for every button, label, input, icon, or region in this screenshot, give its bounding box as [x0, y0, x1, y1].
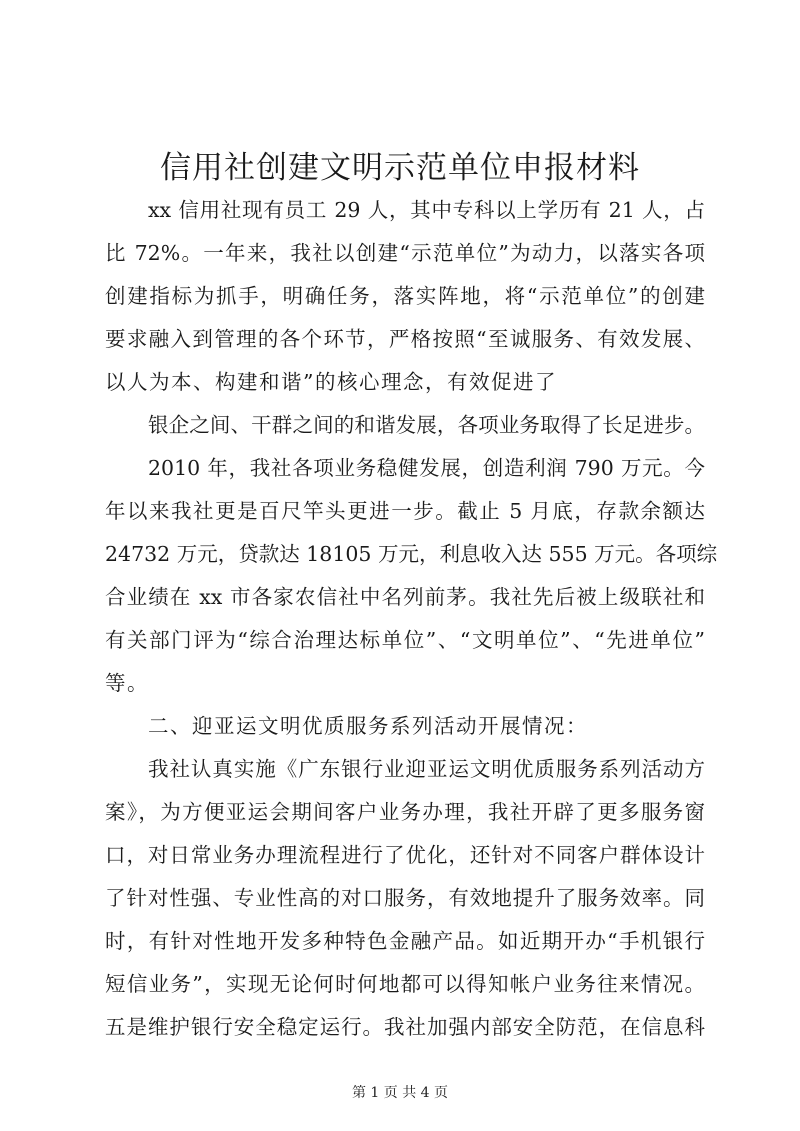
text-line: 口，对日常业务办理流程进行了优化，还针对不同客户群体设计: [105, 843, 705, 867]
text-line: 创建指标为抓手，明确任务，落实阵地，将“示范单位”的创建: [105, 284, 705, 308]
page-number: 第 1 页 共 4 页: [351, 1085, 449, 1101]
text-line: 短信业务”，实现无论何时何地都可以得知帐户业务往来情况。: [105, 972, 705, 996]
text-line: 要求融入到管理的各个环节，严格按照“至诚服务、有效发展、: [105, 327, 705, 351]
text-line: 以人为本、构建和谐”的核心理念，有效促进了: [105, 370, 557, 394]
text-line: 有关部门评为“综合治理达标单位”、“文明单位”、“先进单位”: [105, 628, 705, 652]
section-heading: 二、迎亚运文明优质服务系列活动开展情况：: [148, 714, 588, 738]
text-line: 银企之间、干群之间的和谐发展，各项业务取得了长足进步。: [148, 413, 705, 437]
text-line: 2010 年，我社各项业务稳健发展，创造利润 790 万元。今: [148, 456, 705, 480]
text-line: 时，有针对性地开发多种特色金融产品。如近期开办“手机银行: [105, 929, 705, 953]
text-line: 了针对性强、专业性高的对口服务，有效地提升了服务效率。同: [105, 886, 705, 910]
text-line: 24732 万元，贷款达 18105 万元，利息收入达 555 万元。各项综: [105, 542, 718, 566]
text-line: xx 信用社现有员工 29 人，其中专科以上学历有 21 人，占: [148, 198, 705, 222]
text-line: 五是维护银行安全稳定运行。我社加强内部安全防范，在信息科: [105, 1015, 705, 1039]
text-line: 合业绩在 xx 市各家农信社中名列前茅。我社先后被上级联社和: [105, 585, 705, 609]
text-line: 比 72%。一年来，我社以创建“示范单位”为动力，以落实各项: [105, 241, 705, 265]
text-line: 等。: [105, 671, 149, 695]
text-line: 年以来我社更是百尺竿头更进一步。截止 5 月底，存款余额达: [105, 499, 705, 523]
text-line: 我社认真实施《广东银行业迎亚运文明优质服务系列活动方: [148, 757, 705, 781]
document-title: 信用社创建文明示范单位申报材料: [160, 150, 640, 186]
text-line: 案》，为方便亚运会期间客户业务办理，我社开辟了更多服务窗: [105, 800, 705, 824]
